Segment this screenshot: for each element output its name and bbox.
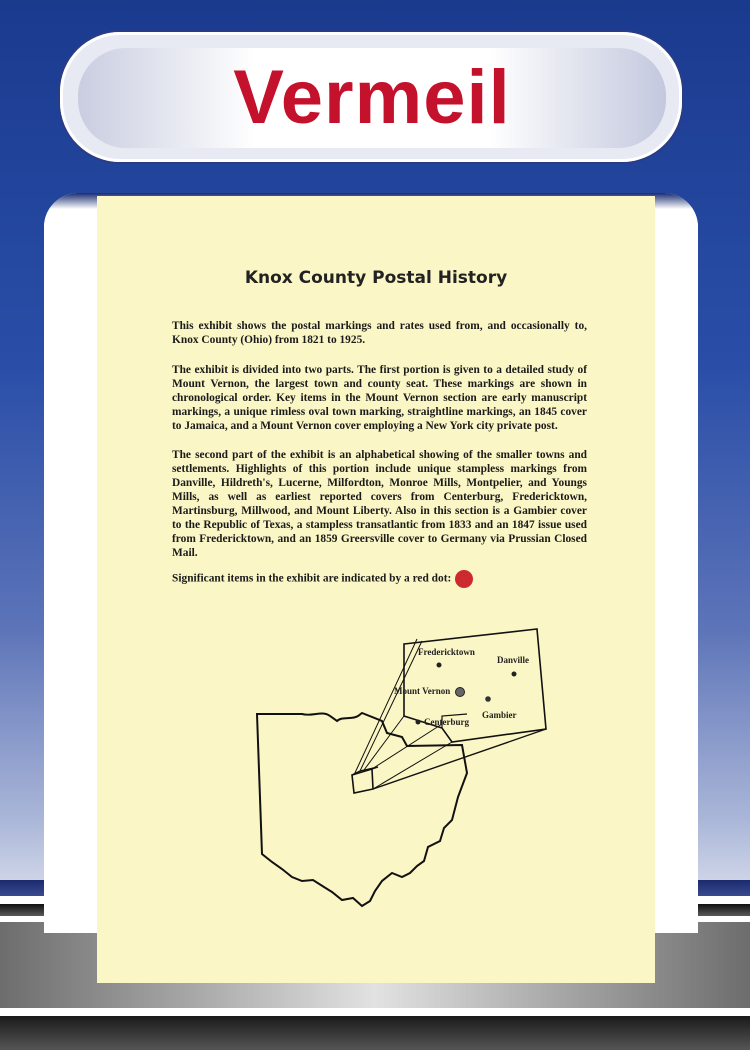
stripe — [0, 1016, 750, 1050]
award-title: Vermeil — [233, 55, 511, 140]
mount-vernon-marker — [456, 688, 465, 697]
gambier-label: Gambier — [482, 710, 517, 720]
knox-county-map — [242, 621, 572, 921]
fredericktown-label: Fredericktown — [418, 647, 475, 657]
exhibit-page — [97, 196, 655, 983]
part-two-paragraph: The second part of the exhibit is an alphabetical showing of the smaller towns and settlements. Highlights of this portion include unique stampless markings from Danville, Hildreth's, Lucerne, Milfordton, Monroe Mills, Montpelier, and Youngs Mills, as well as earliest reported covers from Centerburg, Fredericktown, Martinsburg, Millwood, and Mount Liberty. Also in this section is a Gambier cover to the Republic of Texas, a stampless transatlantic from 1833 and an 1847 issue used from Fredericktown, and an 1859 Greersville cover to Germany via Prussian Closed Mail. — [172, 449, 587, 559]
mount-vernon-label: Mount Vernon — [394, 686, 451, 696]
danville-marker — [512, 672, 517, 677]
centerburg-marker — [416, 720, 421, 725]
ohio-outline — [257, 713, 467, 906]
part-one-paragraph: The exhibit is divided into two parts. The first portion is given to a detailed study of Mount Vernon, the largest town and county seat. These markings are shown in chronological order. Key items in the Mount Vernon section are early manuscript markings, a unique rimless oval town marking, straightline markings, an 1845 cover to Jamaica, and a Mount Vernon cover employing a New York city private post. — [172, 364, 587, 432]
danville-label: Danville — [497, 655, 530, 665]
gambier-marker — [485, 696, 491, 702]
red-dot-icon — [455, 570, 473, 588]
red-dot-note — [172, 570, 587, 588]
stripe — [0, 1008, 750, 1016]
centerburg-label: Centerburg — [424, 717, 469, 727]
red-dot-note-text: Significant items in the exhibit are indicated by a red dot: — [172, 572, 452, 585]
page-title: Knox County Postal History — [244, 268, 508, 288]
intro-paragraph: This exhibit shows the postal markings and rates used from, and occasionally to, Knox County (Ohio) from 1821 to 1925. — [172, 320, 587, 346]
fredericktown-marker — [437, 663, 442, 668]
